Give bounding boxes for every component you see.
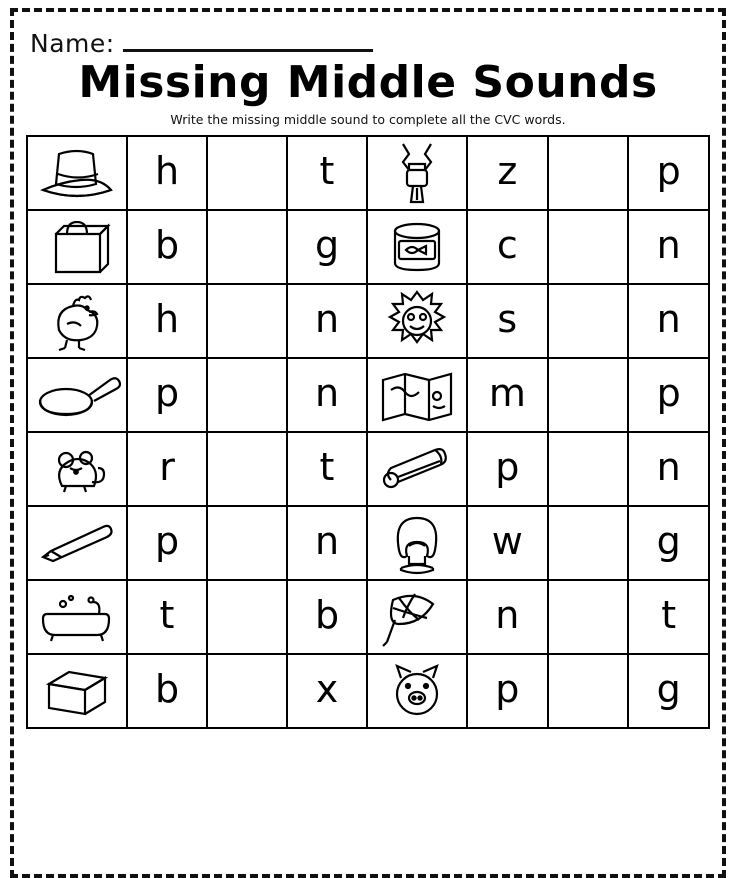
name-label: Name: [30,29,115,58]
letter-cell-first: p [466,433,547,505]
letter-cell-last: n [627,211,708,283]
bathtub-icon [28,581,126,653]
letter-cell-last: p [627,359,708,431]
name-row [26,22,710,56]
problems-grid [26,135,710,729]
letter-cell-answer[interactable] [206,137,286,209]
letter-cell-first: w [466,507,547,579]
letter-cell-answer[interactable] [206,507,286,579]
pig-icon [368,655,466,727]
instructions-text: Write the missing middle sound to complete all the CVC words. [170,112,566,128]
letter-cell-answer[interactable] [547,581,628,653]
letter-cell-answer[interactable] [206,285,286,357]
letter-boxes [466,359,708,431]
letter-cell-first: t [126,581,206,653]
worksheet-content [26,22,710,874]
letter-cell-first: m [466,359,547,431]
letter-boxes [126,507,366,579]
letter-cell-answer[interactable] [206,433,286,505]
hen-icon [28,285,126,357]
name-write-line[interactable] [123,48,373,52]
problem-row [368,359,708,433]
sun-icon [368,285,466,357]
letter-boxes [466,137,708,209]
letter-boxes [466,433,708,505]
letter-cell-answer[interactable] [206,359,286,431]
letter-cell-first: p [466,655,547,727]
problem-row [28,211,366,285]
letter-cell-first: z [466,137,547,209]
problems-column-left [28,137,368,729]
letter-cell-last: t [627,581,708,653]
letter-boxes [466,507,708,579]
problem-row [28,137,366,211]
letter-cell-answer[interactable] [206,655,286,727]
can-icon [368,211,466,283]
letter-cell-answer[interactable] [547,359,628,431]
problem-row [368,285,708,359]
problem-row [368,581,708,655]
letter-boxes [126,211,366,283]
letter-cell-answer[interactable] [547,433,628,505]
problem-row [28,581,366,655]
problem-row [368,507,708,581]
letter-cell-first: p [126,507,206,579]
pen-icon [28,507,126,579]
problem-row [28,285,366,359]
letter-boxes [126,655,366,727]
letter-boxes [126,359,366,431]
problem-row [28,507,366,581]
problem-row [28,655,366,729]
letter-cell-first: r [126,433,206,505]
letter-cell-first: c [466,211,547,283]
letter-boxes [466,655,708,727]
letter-cell-answer[interactable] [547,507,628,579]
letter-cell-last: p [627,137,708,209]
page-title: Missing Middle Sounds [78,57,658,108]
letter-boxes [126,137,366,209]
problem-row [28,433,366,507]
letter-cell-first: h [126,285,206,357]
letter-boxes [126,433,366,505]
shopping-bag-icon [28,211,126,283]
problem-row [28,359,366,433]
wig-icon [368,507,466,579]
problem-row [368,655,708,729]
letter-cell-last: g [286,211,366,283]
letter-cell-first: h [126,137,206,209]
letter-cell-answer[interactable] [206,581,286,653]
problems-column-right [368,137,708,729]
letter-cell-first: n [466,581,547,653]
letter-cell-first: b [126,655,206,727]
box-icon [28,655,126,727]
safety-pin-icon [368,433,466,505]
zipper-icon [368,137,466,209]
letter-cell-answer[interactable] [206,211,286,283]
map-icon [368,359,466,431]
letter-cell-first: b [126,211,206,283]
letter-cell-first: p [126,359,206,431]
letter-boxes [126,581,366,653]
problem-row [368,211,708,285]
letter-cell-last: n [286,507,366,579]
letter-boxes [466,285,708,357]
letter-cell-last: x [286,655,366,727]
rat-icon [28,433,126,505]
letter-cell-answer[interactable] [547,211,628,283]
letter-cell-last: n [627,285,708,357]
letter-boxes [466,581,708,653]
frying-pan-icon [28,359,126,431]
letter-cell-answer[interactable] [547,137,628,209]
top-hat-icon [28,137,126,209]
letter-boxes [466,211,708,283]
net-icon [368,581,466,653]
letter-cell-last: b [286,581,366,653]
problem-row [368,137,708,211]
letter-cell-last: n [627,433,708,505]
letter-cell-last: g [627,655,708,727]
letter-cell-answer[interactable] [547,285,628,357]
letter-cell-answer[interactable] [547,655,628,727]
letter-cell-last: n [286,285,366,357]
letter-cell-last: t [286,433,366,505]
letter-cell-last: g [627,507,708,579]
letter-cell-first: s [466,285,547,357]
letter-boxes [126,285,366,357]
letter-cell-last: n [286,359,366,431]
problem-row [368,433,708,507]
letter-cell-last: t [286,137,366,209]
